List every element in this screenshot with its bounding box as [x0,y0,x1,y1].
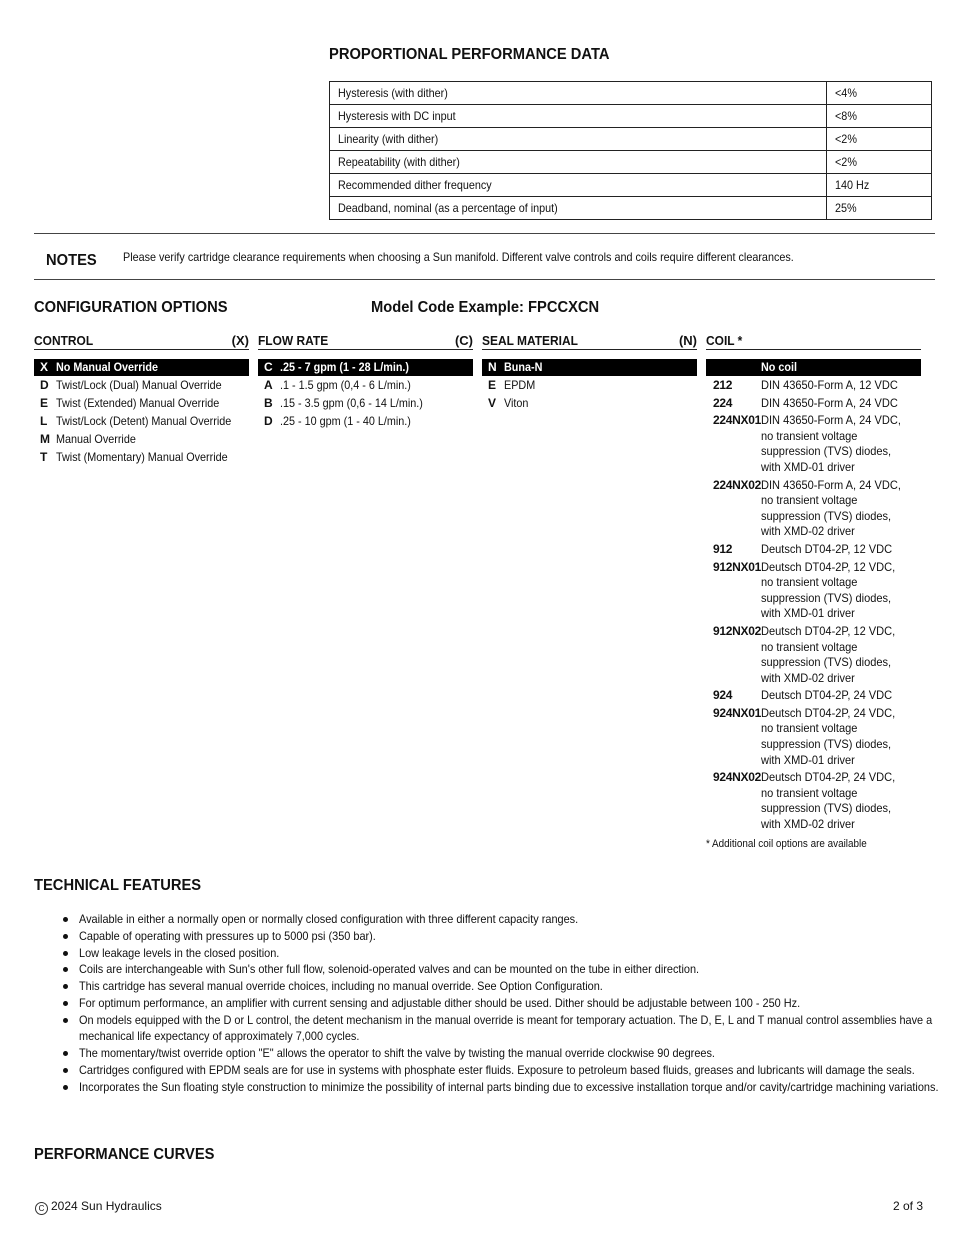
feature-item [79,945,939,962]
feature-item [79,1045,939,1062]
coil-heading: COIL * [706,333,743,348]
feature-text: The momentary/twist override option "E" allows the operator to shift the valve by twisting the manual override clockwise 90 degrees. [79,1046,715,1061]
performance-curves-title: PERFORMANCE CURVES [34,1146,215,1163]
coil-option [706,542,921,558]
performance-label: Repeatability (with dither) [330,151,827,174]
option-code: E [488,378,497,392]
coil-desc: Deutsch DT04-2P, 12 VDC [761,541,893,556]
seal-material-options [482,376,697,412]
coil-desc: DIN 43650-Form A, 12 VDC [761,378,898,392]
performance-value: <2% [827,128,932,151]
coil-option [706,378,921,394]
performance-row [330,105,932,128]
performance-label: Linearity (with dither) [330,128,827,151]
option-desc: EPDM [504,378,536,392]
option-code: A [264,378,273,392]
technical-features-title: TECHNICAL FEATURES [34,877,202,894]
flow-rate-heading: FLOW RATE [258,333,329,348]
control-column [34,333,249,466]
performance-value: <8% [827,105,932,128]
coil-desc: DIN 43650-Form A, 24 VDC, no transient voltage suppression (TVS) diodes, with XMD-02 driver [761,477,901,539]
coil-code: 924NX02 [713,770,761,785]
performance-row [330,128,932,151]
coil-option [706,624,921,686]
option-code: D [264,414,273,428]
divider [34,279,935,280]
performance-row [330,151,932,174]
technical-features-list [79,911,939,1095]
coil-code: 224 [713,395,733,410]
option-code: E [40,396,49,410]
config-title: CONFIGURATION OPTIONS [34,299,228,316]
coil-option [706,688,921,704]
performance-row [330,82,932,105]
notes-text: Please verify cartridge clearance requirements when choosing a Sun manifold. Different valve controls and coils require different clearances. [123,250,794,264]
option-code: C [264,360,273,374]
control-options [34,376,249,466]
coil-option [706,413,921,475]
coil-option [706,706,921,768]
coil-selected [706,359,921,376]
option-item [34,412,249,430]
feature-text: For optimum performance, an amplifier with current sensing and adjustable dither should be used. Dither should be adjustable between 100 - 250 Hz. [79,995,801,1010]
option-desc: No coil [761,360,798,374]
option-item [258,394,473,412]
flow-rate-column [258,333,473,430]
notes-title: NOTES [46,252,97,269]
coil-column [706,333,921,833]
option-desc: Twist/Lock (Dual) Manual Override [56,378,222,392]
feature-text: This cartridge has several manual override choices, including no manual override. See Option Configuration. [79,979,603,994]
coil-desc: DIN 43650-Form A, 24 VDC, no transient voltage suppression (TVS) diodes, with XMD-01 driver [761,413,901,474]
performance-label: Hysteresis (with dither) [330,82,827,105]
coil-desc: Deutsch DT04-2P, 12 VDC, no transient voltage suppression (TVS) diodes, with XMD-01 driver [761,559,896,621]
seal-material-selected [482,359,697,376]
feature-text: Cartridges configured with EPDM seals are for use in systems with phosphate ester fluids. Exposure to petroleum based fluids, greases and lubricants will damage the seals. [79,1062,915,1077]
coil-code: 224NX02 [713,477,761,492]
coil-code: 912NX02 [713,623,761,638]
feature-text: Available in either a normally open or normally closed configuration with three different capacity ranges. [79,912,579,926]
option-desc: .25 - 7 gpm (1 - 28 L/min.) [280,360,410,374]
option-desc: Twist/Lock (Detent) Manual Override [56,414,232,428]
option-code: B [264,396,273,410]
option-item [34,394,249,412]
performance-row [330,197,932,220]
option-code: X [40,360,49,374]
performance-value: 140 Hz [827,174,932,197]
option-code: D [40,378,49,392]
flow-rate-default-code: (C) [454,333,473,348]
feature-text: On models equipped with the D or L control, the detent mechanism in the manual override is meant for temporary actuation. The D, E, L and T manual control assemblies have a mechanical life expectancy of approximately 7,000 cycles. [79,1012,933,1044]
model-code-example: Model Code Example: FPCCXCN [371,299,600,316]
coil-desc: Deutsch DT04-2P, 12 VDC, no transient voltage suppression (TVS) diodes, with XMD-02 driver [761,623,896,685]
feature-item [79,1012,939,1045]
page-number: 2 of 3 [893,1199,924,1213]
performance-row [330,174,932,197]
control-heading: CONTROL [34,333,94,348]
coil-option [706,560,921,622]
option-desc: Viton [504,396,529,410]
performance-label: Hysteresis with DC input [330,105,827,128]
coil-code: 212 [713,378,733,392]
control-selected [34,359,249,376]
seal-material-heading: SEAL MATERIAL [482,333,578,348]
flow-rate-selected [258,359,473,376]
performance-label: Deadband, nominal (as a percentage of input) [330,197,827,220]
option-desc: Twist (Momentary) Manual Override [56,450,228,464]
option-desc: Manual Override [56,432,136,446]
option-item [258,376,473,394]
feature-item [79,961,939,978]
feature-item [79,1062,939,1079]
coil-desc: Deutsch DT04-2P, 24 VDC [761,688,893,703]
performance-value: <2% [827,151,932,174]
option-desc: No Manual Override [56,360,159,374]
option-desc: Buna-N [504,360,543,374]
coil-code: 912NX01 [713,559,761,574]
coil-option [706,478,921,540]
coil-code: 924 [713,688,733,703]
option-desc: .1 - 1.5 gpm (0,4 - 6 L/min.) [280,378,411,392]
performance-table [329,81,932,220]
seal-material-default-code: (N) [678,333,697,348]
option-item [482,376,697,394]
seal-material-column [482,333,697,412]
option-code: L [40,414,48,428]
option-code: V [488,396,497,410]
feature-text: Low leakage levels in the closed position. [79,945,280,960]
footer-copyright [35,1199,162,1215]
coil-options [706,378,921,833]
coil-code: 224NX01 [713,413,761,428]
feature-item [79,1079,939,1096]
divider [34,233,935,234]
coil-code: 912 [713,541,733,556]
performance-label: Recommended dither frequency [330,174,827,197]
option-desc: Twist (Extended) Manual Override [56,396,220,410]
coil-option [706,396,921,412]
performance-value: <4% [827,82,932,105]
feature-item [79,928,939,945]
option-code: M [40,432,50,446]
feature-item [79,911,939,928]
option-item [34,448,249,466]
option-item [258,412,473,430]
option-item [34,430,249,448]
option-item [34,376,249,394]
performance-value: 25% [827,197,932,220]
performance-title: PROPORTIONAL PERFORMANCE DATA [329,46,610,63]
feature-item [79,995,939,1012]
feature-text: Incorporates the Sun floating style construction to minimize the possibility of internal parts binding due to excessive installation torque and/or cavity/cartridge machining variations. [79,1079,939,1094]
copyright-text: 2024 Sun Hydraulics [51,1199,162,1213]
feature-text: Coils are interchangeable with Sun's other full flow, solenoid-operated valves and can be mounted on the tube in either direction. [79,962,700,977]
feature-item [79,978,939,995]
option-desc: .25 - 10 gpm (1 - 40 L/min.) [280,414,411,428]
option-desc: .15 - 3.5 gpm (0,6 - 14 L/min.) [280,396,423,410]
copyright-icon: C [35,1202,48,1215]
coil-desc: Deutsch DT04-2P, 24 VDC, no transient voltage suppression (TVS) diodes, with XMD-01 driver [761,705,896,767]
coil-desc: DIN 43650-Form A, 24 VDC [761,395,898,410]
flow-rate-options [258,376,473,430]
option-code: N [488,360,497,374]
coil-option [706,770,921,832]
option-code: T [40,450,48,464]
coil-footnote: * Additional coil options are available [706,838,867,850]
feature-text: Capable of operating with pressures up to 5000 psi (350 bar). [79,928,376,943]
coil-desc: Deutsch DT04-2P, 24 VDC, no transient voltage suppression (TVS) diodes, with XMD-02 driver [761,770,896,832]
control-default-code: (X) [231,333,249,348]
option-item [482,394,697,412]
coil-code: 924NX01 [713,705,761,720]
